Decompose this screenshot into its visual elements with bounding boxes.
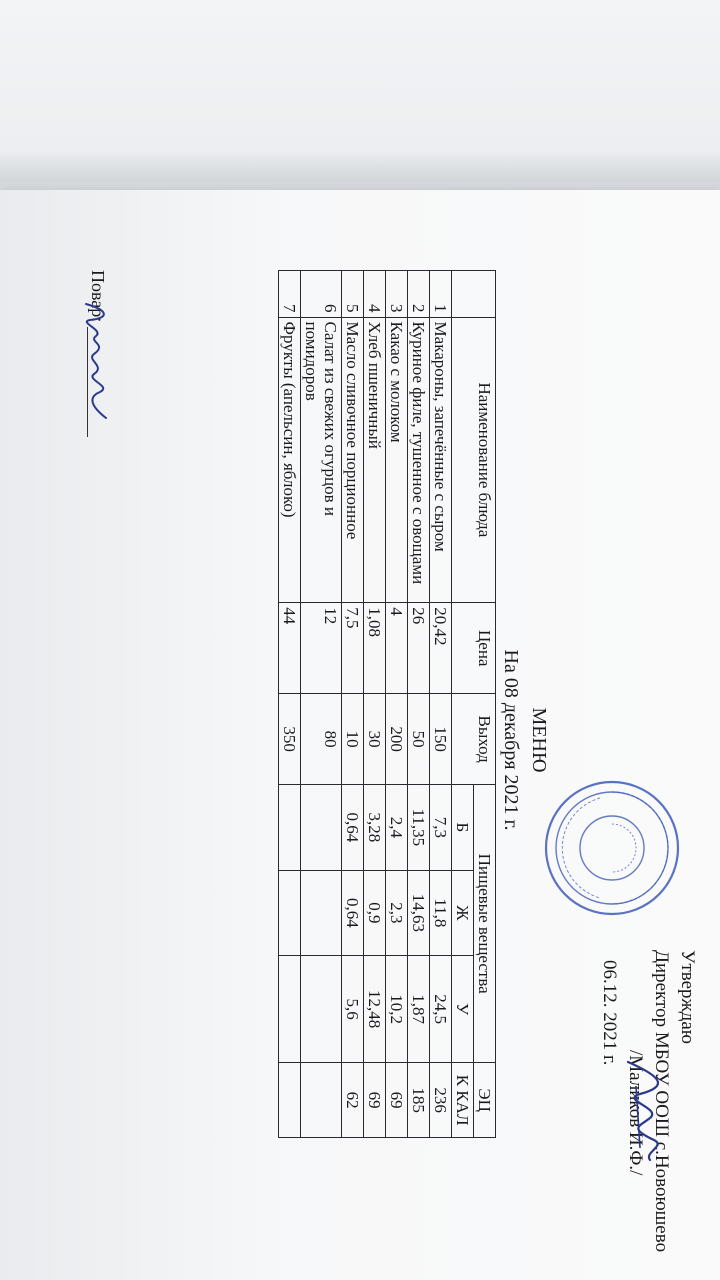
header-dish-name: Наименование блюда: [452, 317, 496, 603]
dish-price: 4: [386, 603, 408, 694]
row-number: 7: [279, 271, 301, 318]
dish-fat: [279, 870, 301, 956]
dish-output: 350: [279, 694, 301, 785]
dish-price: 26: [408, 603, 430, 694]
approval-heading: Утверждаю: [677, 950, 698, 1044]
header-carbs: У: [452, 956, 474, 1063]
dish-fat: [301, 870, 342, 956]
dish-output: 30: [364, 694, 386, 785]
round-seal-stamp: [542, 778, 682, 918]
row-number: 3: [386, 271, 408, 318]
approval-position: Директор МБОУ ООШ с.Новоюшево: [651, 950, 672, 1253]
dish-carbs: [279, 956, 301, 1063]
dish-price: 12: [301, 603, 342, 694]
header-price: Цена: [452, 603, 496, 694]
dish-output: 50: [408, 694, 430, 785]
header-output: Выход: [452, 694, 496, 785]
dish-kcal: 62: [342, 1063, 364, 1138]
dish-output: 80: [301, 694, 342, 785]
dish-kcal: 185: [408, 1063, 430, 1138]
dish-price: 1,08: [364, 603, 386, 694]
table-row: [301, 271, 342, 1138]
dish-protein: 0,64: [342, 785, 364, 871]
dish-carbs: [301, 956, 342, 1063]
dish-fat: 0,64: [342, 870, 364, 956]
dish-carbs: 12,48: [364, 956, 386, 1063]
row-number: 5: [342, 271, 364, 318]
dish-protein: [301, 785, 342, 871]
dish-carbs: 5,6: [342, 956, 364, 1063]
dish-kcal: 69: [364, 1063, 386, 1138]
document-date: На 08 декабря 2021 г.: [500, 649, 522, 831]
table-row: [408, 271, 430, 1138]
approval-name: /Маликов И.Ф./: [625, 1050, 646, 1176]
dish-fat: 2,3: [386, 870, 408, 956]
dish-name: Хлеб пшеничный: [364, 317, 386, 603]
dish-output: 150: [430, 694, 452, 785]
dish-protein: [279, 785, 301, 871]
dish-kcal: 236: [430, 1063, 452, 1138]
document-page: [0, 230, 720, 1253]
row-number: 6: [301, 271, 342, 318]
document-title: МЕНЮ: [528, 707, 550, 773]
header-kcal: К КАЛ: [452, 1063, 474, 1138]
dish-kcal: [279, 1063, 301, 1138]
dish-kcal: [301, 1063, 342, 1138]
cook-signature: [74, 296, 120, 426]
dish-protein: 2,4: [386, 785, 408, 871]
dish-output: 200: [386, 694, 408, 785]
dish-kcal: 69: [386, 1063, 408, 1138]
header-nutrients: Пищевые вещества: [474, 785, 496, 1063]
dish-fat: 11,8: [430, 870, 452, 956]
dish-price: 44: [279, 603, 301, 694]
row-number: 4: [364, 271, 386, 318]
dish-name: Салат из свежих огурцов и помидоров: [301, 317, 342, 603]
table-row: [279, 271, 301, 1138]
director-signature: [610, 1056, 680, 1166]
row-number: 2: [408, 271, 430, 318]
menu-table: [278, 270, 496, 1138]
approval-date: 06.12. 2021 г.: [599, 960, 620, 1066]
dish-carbs: 24,5: [430, 956, 452, 1063]
dish-name: Фрукты (апельсин, яблоко): [279, 317, 301, 603]
dish-name: Какао с молоком: [386, 317, 408, 603]
dish-price: 7,5: [342, 603, 364, 694]
dish-carbs: 1,87: [408, 956, 430, 1063]
dish-output: 10: [342, 694, 364, 785]
dish-price: 20,42: [430, 603, 452, 694]
dish-carbs: 10,2: [386, 956, 408, 1063]
dish-protein: 7,3: [430, 785, 452, 871]
table-row: [342, 271, 364, 1138]
row-number: 1: [430, 271, 452, 318]
header-number: [452, 271, 496, 318]
table-row: [364, 271, 386, 1138]
table-row: [386, 271, 408, 1138]
cook-label: Повар:: [88, 270, 108, 323]
dish-protein: 3,28: [364, 785, 386, 871]
dish-name: Масло сливочное порционное: [342, 317, 364, 603]
dish-name: Макароны, запечённые с сыром: [430, 317, 452, 603]
table-row: [430, 271, 452, 1138]
dish-fat: 0,9: [364, 870, 386, 956]
dish-protein: 11,35: [408, 785, 430, 871]
dish-fat: 14,63: [408, 870, 430, 956]
header-energy: ЭЦ: [474, 1063, 496, 1138]
header-fat: Ж: [452, 870, 474, 956]
header-protein: Б: [452, 785, 474, 871]
dish-name: Куриное филе, тушенное с овощами: [408, 317, 430, 603]
